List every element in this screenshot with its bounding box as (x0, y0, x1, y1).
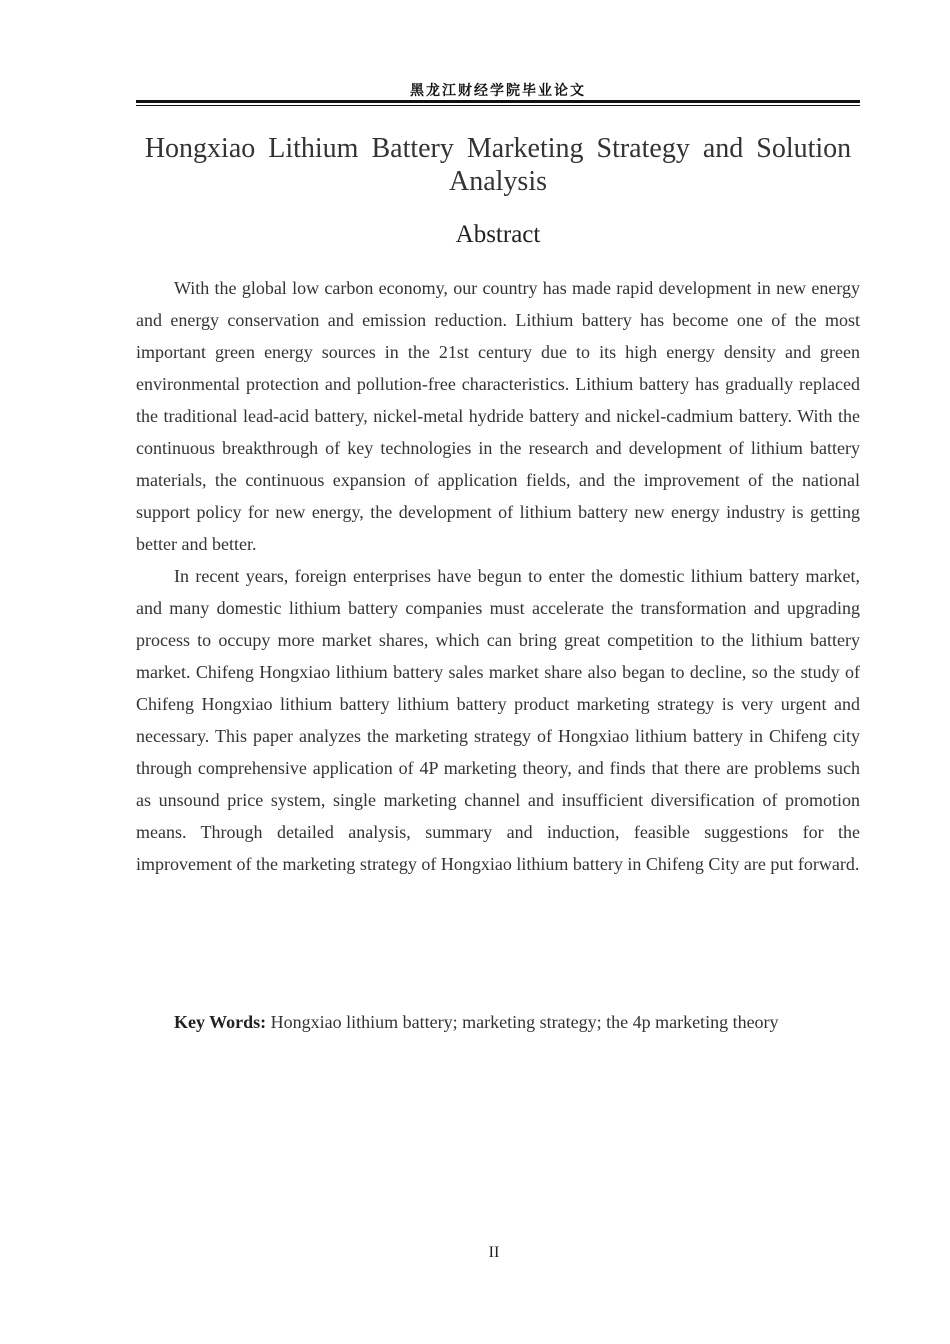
abstract-body (136, 272, 860, 880)
abstract-heading: Abstract (455, 221, 541, 248)
running-header: 黑龙江财经学院毕业论文 (410, 83, 586, 99)
page-number: II (488, 1244, 500, 1261)
header-rule-thick (136, 100, 860, 103)
keywords-text: Hongxiao lithium battery; marketing strategy; the 4p marketing theory (270, 1012, 779, 1032)
thesis-title: Hongxiao Lithium Battery Marketing Strategy and Solution Analysis (144, 133, 852, 197)
header-rule-thin (136, 105, 860, 106)
abstract-paragraph-1: With the global low carbon economy, our country has made rapid development in new energy and energy conservation and emission reduction. Lithium battery has become one of the most important green energy sources in the 21st century due to its high energy density and green environmental protection and pollution-free characteristics. Lithium battery has gradually replaced the traditional lead-acid battery, nickel-metal hydride battery and nickel-cadmium battery. With the continuous breakthrough of key technologies in the research and development of lithium battery materials, the continuous expansion of application fields, and the improvement of the national support policy for new energy, the development of lithium battery new energy industry is getting better and better. (136, 278, 860, 554)
keywords (136, 1006, 860, 1038)
abstract-paragraph-2: In recent years, foreign enterprises have begun to enter the domestic lithium battery market, and many domestic lithium battery companies must accelerate the transformation and upgrading process to occupy more market shares, which can bring great competition to the lithium battery market. Chifeng Hongxiao lithium battery sales market share also began to decline, so the study of Chifeng Hongxiao lithium battery lithium battery product marketing strategy is very urgent and necessary. This paper analyzes the marketing strategy of Hongxiao lithium battery in Chifeng city through comprehensive application of 4P marketing theory, and finds that there are problems such as unsound price system, single marketing channel and insufficient diversification of promotion means. Through detailed analysis, summary and induction, feasible suggestions for the improvement of the marketing strategy of Hongxiao lithium battery in Chifeng City are put forward. (136, 566, 860, 874)
keywords-label: Key Words: (174, 1012, 267, 1032)
